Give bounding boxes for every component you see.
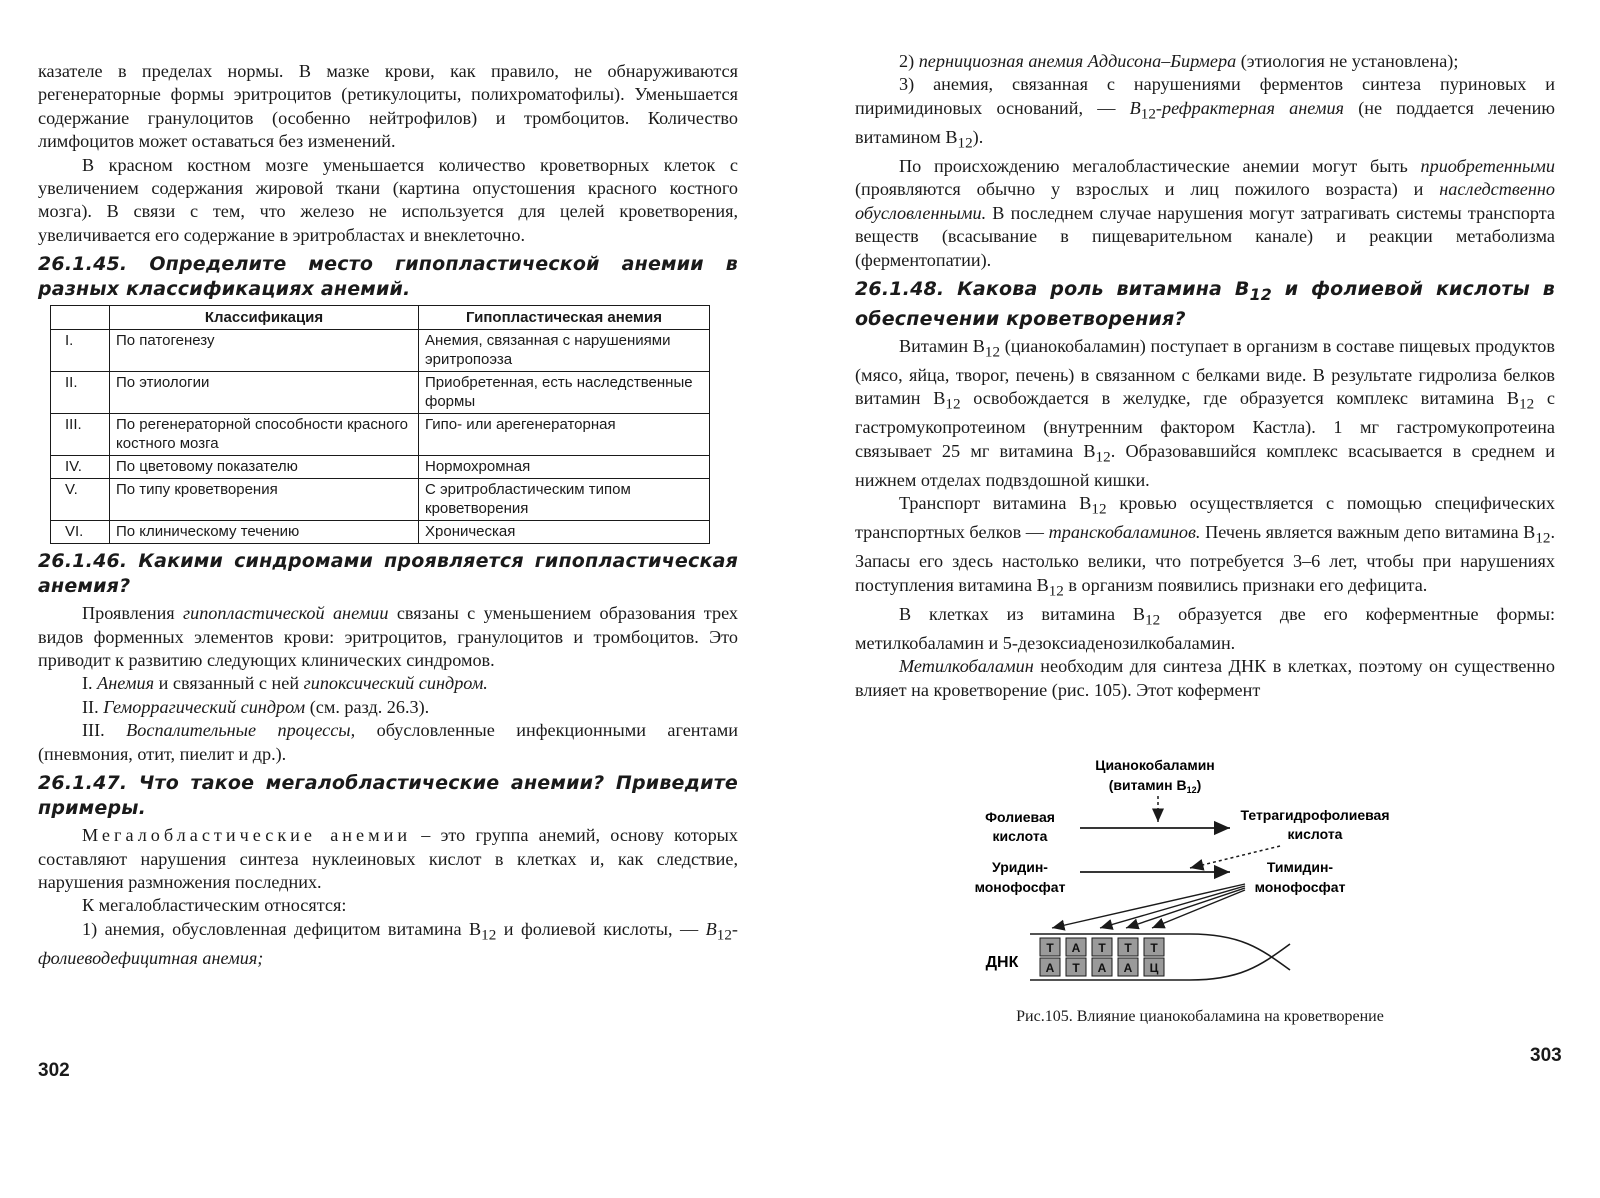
list-item: 1) анемия, обусловленная дефицитом витамина $B_{12}$ и фолиевой кислоты, — $B_{12}$-фолиеводефицитная анемия; <box>38 918 738 968</box>
row-number: VI. <box>51 521 110 544</box>
paragraph: К мегалобластическим относятся: <box>82 895 347 916</box>
classification-table <box>50 305 710 544</box>
table-row <box>51 372 710 414</box>
question-heading-26-1-46: 26.1.46. Какими синдромами проявляется гипопластическая анемия? <box>38 550 738 598</box>
folic-acid-label: кислота <box>992 828 1048 844</box>
value-cell: Нормохромная <box>419 456 710 479</box>
paragraph: В красном костном мозге уменьшается количество кроветворных клеток с увеличением содержания жировой ткани (картина опустошения красного костного мозга). В связи с тем, что железо не используется для целей кроветворения, увеличивается его содержание в эритробластах и внеклеточно. <box>38 154 738 245</box>
nucleotide: А <box>1071 941 1081 955</box>
table-header-cell: Гипопластическая анемия <box>419 306 710 330</box>
table-header-cell: Классификация <box>110 306 419 330</box>
figure-105 <box>855 0 1555 1138</box>
page-number-left: 302 <box>38 1060 70 1081</box>
list-item: 2) пернициозная анемия Аддисона–Бирмера (этиология не установлена); <box>899 51 1459 71</box>
nucleotide: Т <box>1124 941 1132 955</box>
value-cell: Анемия, связанная с нарушениями эритропоэза <box>419 330 710 372</box>
ump-label: Уридин- <box>992 859 1048 875</box>
syndrome-item: II. Геморрагический синдром (см. разд. 26.3). <box>82 696 430 717</box>
thf-label: кислота <box>1287 826 1343 842</box>
nucleotide: А <box>1045 961 1055 975</box>
dna-arrow <box>1052 884 1245 928</box>
row-number: III. <box>51 414 110 456</box>
value-cell: Гипо- или арегенераторная <box>419 414 710 456</box>
ump-label: монофосфат <box>974 879 1066 895</box>
nucleotide: Т <box>1098 941 1106 955</box>
classification-cell: По регенераторной способности красного костного мозга <box>110 414 419 456</box>
paragraph: Транспорт витамина $B_{12}$ кровью осуществляется с помощью специфических транспортных белков — транскобаламинов. Печень является важным депо витамина $B_{12}$. Запасы его здесь настолько велики, что потребуется 3–6 лет, чтобы при нарушениях поступления витамина $B_{12}$ в организм появились признаки его дефицита. <box>855 493 1556 600</box>
table-row <box>51 330 710 372</box>
nucleotide: Т <box>1150 941 1158 955</box>
paragraph: Метилкобаламин необходим для синтеза ДНК в клетках, поэтому он существенно влияет на кроветворение (рис. 105). Этот кофермент <box>855 656 1555 700</box>
table-row <box>51 521 710 544</box>
left-page <box>38 60 738 1198</box>
classification-cell: По этиологии <box>110 372 419 414</box>
paragraph: Проявления гипопластической анемии связаны с уменьшением образования трех видов форменных элементов крови: эритроцитов, гранулоцитов и тромбоцитов. Это приводит к развитию следующих клинических синдромов. <box>38 603 738 671</box>
row-number: II. <box>51 372 110 414</box>
row-number: IV. <box>51 456 110 479</box>
cyanocobalamin-label: Цианокобаламин <box>1095 757 1215 773</box>
dna-arrow <box>1100 886 1245 928</box>
page-number-right: 303 <box>1530 1045 1562 1066</box>
value-cell: Приобретенная, есть наследственные формы <box>419 372 710 414</box>
table-header-cell <box>51 306 110 330</box>
dna-arrow <box>1126 888 1245 928</box>
paragraph: По происхождению мегалобластические анемии могут быть приобретенными (проявляются обычно у взрослых и лиц пожилого возраста) и наследственно обусловленными. В последнем случае нарушения могут затрагивать системы транспорта веществ (всасывание в пищеварительном канале) и реакции метаболизма (ферментопатии). <box>855 155 1555 270</box>
cyanocobalamin-diagram <box>960 752 1440 992</box>
dna-top-strand <box>1040 938 1164 956</box>
row-number: V. <box>51 479 110 521</box>
figure-caption: Рис.105. Влияние цианокобаламина на кроветворение <box>1016 1008 1384 1025</box>
classification-cell: По патогенезу <box>110 330 419 372</box>
nucleotide: Т <box>1046 941 1054 955</box>
nucleotide: Ц <box>1149 961 1159 975</box>
classification-cell: По цветовому показателю <box>110 456 419 479</box>
question-heading-26-1-48: 26.1.48. Какова роль витамина $B_{12}$ и фолиевой кислоты в обеспечении кроветворения? <box>855 277 1556 330</box>
nucleotide: Т <box>1072 961 1080 975</box>
vitamin-b12-label: (витамин $B_{12}$) <box>1108 777 1202 795</box>
syndrome-item: I. Анемия и связанный с ней гипоксический синдром. <box>82 673 488 694</box>
paragraph: Мегалобластические анемии – это группа анемий, основу которых составляют нарушения синтеза нуклеиновых кислот в клетках и, как следствие, нарушения размножения последних. <box>38 825 738 892</box>
nucleotide: А <box>1123 961 1133 975</box>
folic-acid-label: Фолиевая <box>985 809 1055 825</box>
paragraph: казателе в пределах нормы. В мазке крови, как правило, не обнаруживаются регенераторные формы эритроцитов (ретикулоциты, полихроматофилы). Уменьшается содержание гранулоцитов (особенно нейтрофилов) и тромбоцитов. Количество лимфоцитов может оставаться без изменений. <box>38 61 738 152</box>
table-row <box>51 456 710 479</box>
question-heading-26-1-45: 26.1.45. Определите место гипопластической анемии в разных классификациях анемий. <box>38 253 738 301</box>
nucleotide: А <box>1097 961 1107 975</box>
value-cell: Хроническая <box>419 521 710 544</box>
syndrome-item: III. Воспалительные процессы, обусловленные инфекционными агентами (пневмония, отит, пиелит и др.). <box>38 720 738 764</box>
row-number: I. <box>51 330 110 372</box>
classification-cell: По клиническому течению <box>110 521 419 544</box>
tmp-label: монофосфат <box>1254 879 1346 895</box>
question-heading-26-1-47: 26.1.47. Что такое мегалобластические анемии? Приведите примеры. <box>38 772 738 820</box>
table-row <box>51 479 710 521</box>
thf-label: Тетрагидрофолиевая <box>1240 807 1390 823</box>
table-header-row <box>51 306 710 330</box>
paragraph: Витамин $B_{12}$ (цианокобаламин) поступает в организм в составе пищевых продуктов (мясо, яйца, творог, печень) в связанном с белками виде. В результате гидролиза белков витамин $B_{12}$ освобождается в желудке, где образуется комплекс витамина $B_{12}$ с гастромукопротеином (внутренним фактором Кастла). 1 мг гастромукопротеина связывает 25 мг витамина $B_{12}$. Образовавшийся комплекс всасывается в среднем и нижнем отделах подвздошной кишки. <box>855 335 1556 490</box>
table-row <box>51 414 710 456</box>
tmp-label: Тимидин- <box>1266 859 1334 875</box>
value-cell: С эритробластическим типом кроветворения <box>419 479 710 521</box>
list-item: 3) анемия, связанная с нарушениями ферментов синтеза пуриновых и пиримидиновых оснований, — $B_{12}$-рефрактерная анемия (не поддается лечению витамином $B_{12}$). <box>855 74 1555 152</box>
dna-bottom-strand <box>1040 958 1164 976</box>
paragraph: В клетках из витамина $B_{12}$ образуется две его коферментные формы: метилкобаламин и 5-дезоксиаденозилкобаламин. <box>855 603 1556 653</box>
classification-cell: По типу кроветворения <box>110 479 419 521</box>
dna-label: ДНК <box>985 954 1019 971</box>
